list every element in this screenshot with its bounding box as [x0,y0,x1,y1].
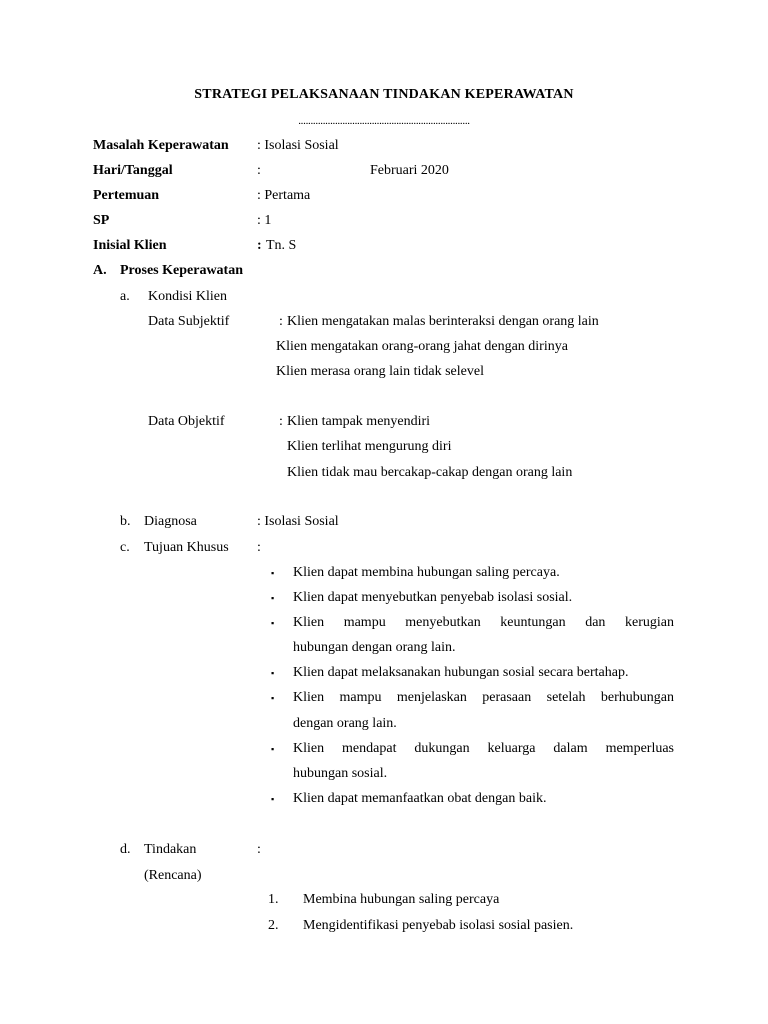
bullet-icon: ▪ [271,794,275,804]
data-objektif-label: Data Objektif [148,414,225,429]
diagnosa-marker: b. [120,514,131,529]
masalah-value: : Isolasi Sosial [257,138,339,153]
bullet-icon: ▪ [271,693,275,703]
tindakan-marker: d. [120,842,131,857]
document-title: STRATEGI PELAKSANAAN TINDAKAN KEPERAWATAN [194,87,574,102]
tindakan-item: Membina hubungan saling percaya [303,892,500,907]
hari-value: Februari 2020 [370,163,449,178]
tindakan-item: Mengidentifikasi penyebab isolasi sosial pasien. [303,918,574,933]
inisial-value: Tn. S [266,238,297,253]
tindakan-item-number: 2. [268,918,279,933]
kondisi-label: Kondisi Klien [148,289,227,304]
section-a-marker: A. [93,263,107,278]
tujuan-item: Klien dapat memanfaatkan obat dengan baik. [293,791,547,806]
hari-colon: : [257,163,261,178]
tujuan-item: Klien mampu menyebutkan keuntungan dan kerugian [293,615,674,630]
inisial-label: Inisial Klien [93,238,167,253]
data-objektif-line: Klien tampak menyendiri [287,414,431,429]
kondisi-marker: a. [120,289,130,304]
data-subjektif-line: Klien merasa orang lain tidak selevel [276,364,484,379]
bullet-icon: ▪ [271,593,275,603]
data-objektif-line: Klien tidak mau bercakap-cakap dengan orang lain [287,465,573,480]
tindakan-item-number: 1. [268,892,279,907]
tujuan-item-continuation: hubungan dengan orang lain. [293,640,456,655]
tujuan-item-continuation: hubungan sosial. [293,766,388,781]
tujuan-label: Tujuan Khusus [144,540,229,555]
pertemuan-value: : Pertama [257,188,311,203]
data-objektif-line: Klien terlihat mengurung diri [287,439,452,454]
tujuan-item-continuation: dengan orang lain. [293,716,397,731]
section-a-title: Proses Keperawatan [120,263,243,278]
hari-label: Hari/Tanggal [93,163,173,178]
tindakan-colon: : [257,842,261,857]
tujuan-item: Klien dapat melaksanakan hubungan sosial secara bertahap. [293,665,629,680]
data-subjektif-line: Klien mengatakan orang-orang jahat dengan dirinya [276,339,568,354]
tujuan-item: Klien mampu menjelaskan perasaan setelah berhubungan [293,690,674,705]
diagnosa-value: : Isolasi Sosial [257,514,339,529]
tujuan-marker: c. [120,540,130,555]
tindakan-sublabel: (Rencana) [144,868,202,883]
dotted-line: ...................................................................... [298,115,470,127]
bullet-icon: ▪ [271,668,275,678]
sp-label: SP [93,213,110,228]
bullet-icon: ▪ [271,618,275,628]
bullet-icon: ▪ [271,568,275,578]
data-subjektif-label: Data Subjektif [148,314,230,329]
data-subjektif-line: Klien mengatakan malas berinteraksi dengan orang lain [287,314,599,329]
data-objektif-colon: : [279,414,283,429]
tindakan-label: Tindakan [144,842,197,857]
tujuan-item: Klien mendapat dukungan keluarga dalam memperluas [293,741,674,756]
diagnosa-label: Diagnosa [144,514,197,529]
masalah-label: Masalah Keperawatan [93,138,229,153]
tujuan-item: Klien dapat menyebutkan penyebab isolasi sosial. [293,590,573,605]
inisial-colon: : [257,238,262,253]
data-subjektif-colon: : [279,314,283,329]
sp-value: : 1 [257,213,272,228]
pertemuan-label: Pertemuan [93,188,160,203]
tujuan-colon: : [257,540,261,555]
bullet-icon: ▪ [271,744,275,754]
tujuan-item: Klien dapat membina hubungan saling percaya. [293,565,560,580]
